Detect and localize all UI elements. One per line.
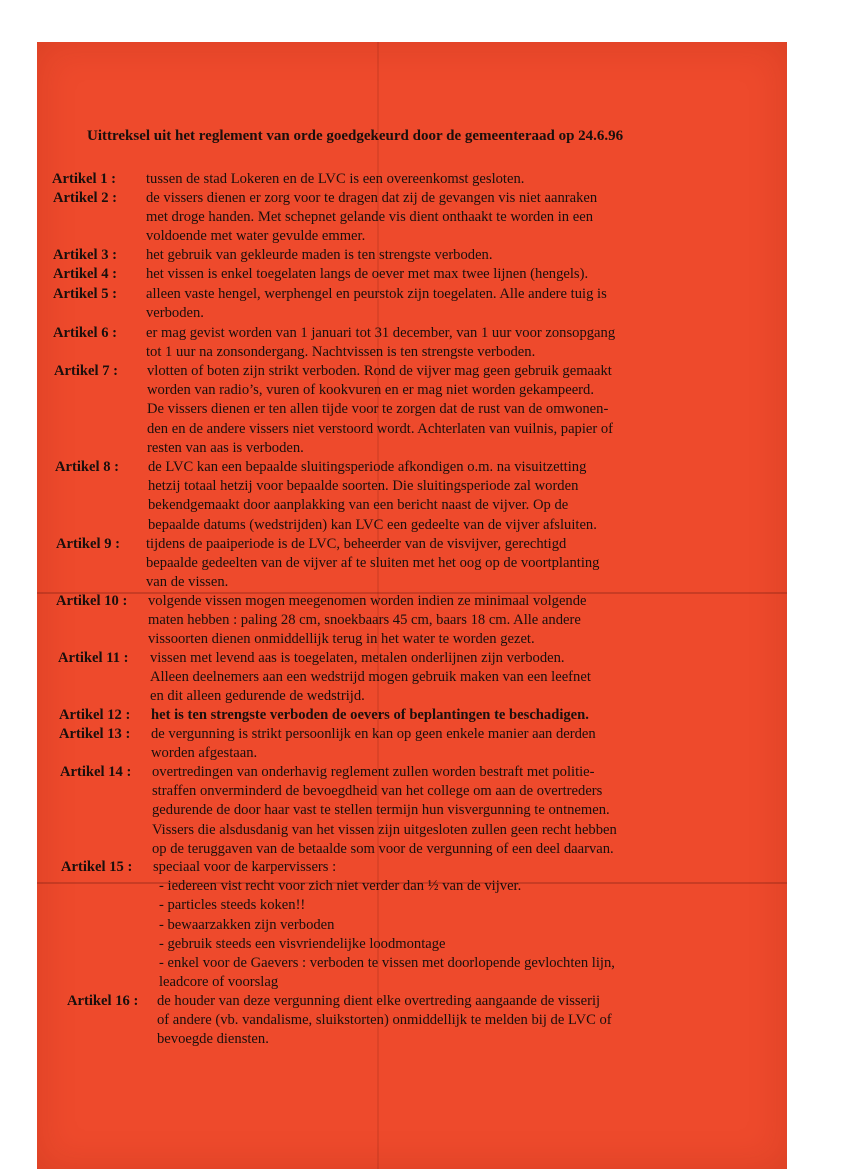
article-line: het vissen is enkel toegelaten langs de oever met max twee lijnen (hengels). [146,266,589,282]
article-line: Alleen deelnemers aan een wedstrijd mogen gebruik maken van een leefnet [150,669,591,686]
article-line: bepaalde gedeelten van de vijver af te sluiten met het oog op de voortplanting [146,555,600,572]
article-line: hetzij totaal hetzij voor bepaalde soorten. Die sluitingsperiode zal worden [148,478,579,495]
list-item: - bewaarzakken zijn verboden [159,916,335,933]
article-line: met droge handen. Met schepnet gelande vis dient onthaakt te worden in een [146,209,593,226]
article-label: Artikel 5 : [53,286,118,302]
article-label: Artikel 3 : [53,247,118,263]
article-label: Artikel 15 : [61,859,133,875]
article-label: Artikel 1 : [52,171,117,187]
document-title: Uittreksel uit het reglement van orde goedgekeurd door de gemeenteraad op 24.6.96 [87,128,624,144]
article-line: vlotten of boten zijn strikt verboden. Rond de vijver mag geen gebruik gemaakt [147,363,612,379]
article-line: verboden. [146,305,204,322]
article-label: Artikel 4 : [53,266,118,282]
article-line: de houder van deze vergunning dient elke overtreding aangaande de visserij [157,993,601,1009]
article-line: tot 1 uur na zonsondergang. Nachtvissen is ten strengste verboden. [146,344,536,361]
article-label: Artikel 13 : [59,726,131,742]
article-line: vissoorten dienen onmiddellijk terug in het water te worden gezet. [148,631,535,648]
article-line: en dit alleen gedurende de wedstrijd. [150,688,365,705]
article-label: Artikel 10 : [56,593,128,609]
article-line: alleen vaste hengel, werphengel en peurstok zijn toegelaten. Alle andere tuig is [146,286,607,302]
article-line: worden afgestaan. [151,745,258,762]
article-line: de vissers dienen er zorg voor te dragen dat zij de gevangen vis niet aanraken [146,190,598,206]
article-line: Vissers die alsdusdanig van het vissen zijn uitgesloten zullen geen recht hebben [152,821,617,838]
list-item: - iedereen vist recht voor zich niet verder dan ½ van de vijver. [159,878,522,895]
article-label: Artikel 8 : [55,459,120,475]
list-item: - gebruik steeds een visvriendelijke loodmontage [159,935,446,952]
article-line: vissen met levend aas is toegelaten, metalen onderlijnen zijn verboden. [150,650,565,666]
article-line: den en de andere vissers niet verstoord wordt. Achterlaten van vuilnis, papier of [147,420,614,437]
article-line: tijdens de paaiperiode is de LVC, beheerder van de visvijver, gerechtigd [146,536,567,552]
article-line: op de teruggaven van de betaalde som voor de vergunning of een deel daarvan. [152,840,614,857]
article-line: overtredingen van onderhavig reglement zullen worden bestraft met politie- [152,764,595,780]
article-line: resten van aas is verboden. [147,439,304,456]
article-line: bepaalde datums (wedstrijden) kan LVC een gedeelte van de vijver afsluiten. [148,516,597,533]
article-line: bevoegde diensten. [157,1031,269,1048]
article-line: maten hebben : paling 28 cm, snoekbaars 45 cm, baars 18 cm. Alle andere [148,612,581,629]
article-label: Artikel 14 : [60,764,132,780]
article-line: het gebruik van gekleurde maden is ten strengste verboden. [146,247,493,263]
article-line: volgende vissen mogen meegenomen worden indien ze minimaal volgende [148,593,587,609]
article-line: De vissers dienen er ten allen tijde voor te zorgen dat de rust van de omwonen- [147,401,609,418]
article-line: worden van radio’s, vuren of kookvuren en er mag niet worden gekampeerd. [147,382,594,399]
list-item: leadcore of voorslag [159,974,279,991]
article-label: Artikel 9 : [56,536,121,552]
article-label: Artikel 16 : [67,993,139,1009]
article-line: de LVC kan een bepaalde sluitingsperiode afkondigen o.m. na visuitzetting [148,459,587,475]
article-line: straffen onverminderd de bevoegdheid van het college om aan de overtreders [152,783,603,800]
article-line: of andere (vb. vandalisme, sluikstorten) onmiddellijk te melden bij de LVC of [157,1012,612,1029]
article-line: het is ten strengste verboden de oevers of beplantingen te beschadigen. [151,707,589,723]
article-label: Artikel 12 : [59,707,131,723]
article-line: speciaal voor de karpervissers : [153,859,337,875]
list-item: - particles steeds koken!! [159,897,306,914]
article-label: Artikel 2 : [53,190,118,206]
article-line: tussen de stad Lokeren en de LVC is een overeenkomst gesloten. [146,171,525,187]
article-label: Artikel 7 : [54,363,119,379]
article-line: er mag gevist worden van 1 januari tot 31 december, van 1 uur voor zonsopgang [146,325,616,341]
article-line: de vergunning is strikt persoonlijk en kan op geen enkele manier aan derden [151,726,596,742]
list-item: - enkel voor de Gaevers : verboden te vissen met doorlopende gevlochten lijn, [159,955,615,972]
article-line: bekendgemaakt door aanplakking van een bericht naast de vijver. Op de [148,497,569,514]
article-label: Artikel 11 : [58,650,129,666]
article-line: gedurende de door haar vast te stellen termijn hun visvergunning te ontnemen. [152,802,610,819]
article-line: van de vissen. [146,574,229,591]
article-label: Artikel 6 : [53,325,118,341]
article-line: voldoende met water gevulde emmer. [146,228,366,245]
